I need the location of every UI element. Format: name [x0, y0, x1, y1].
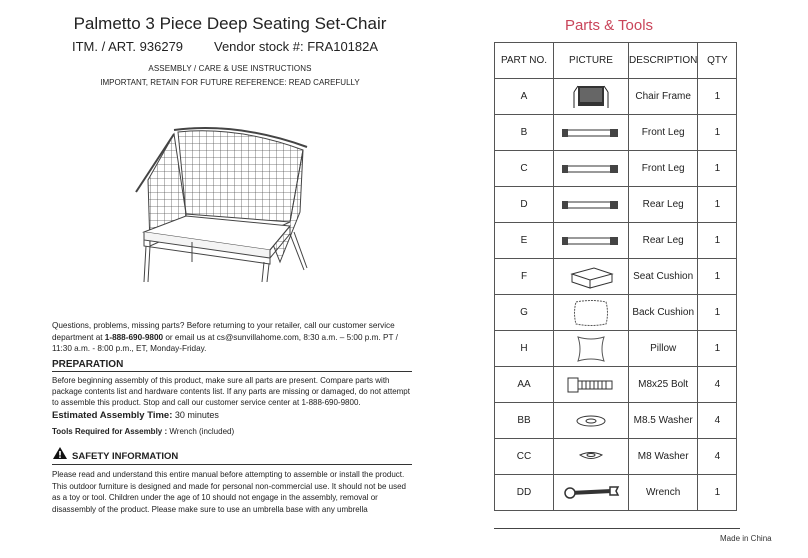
part-no: BB [495, 403, 554, 439]
leg-icon [554, 115, 629, 151]
made-in-label: Made in China [720, 534, 772, 543]
description: Chair Frame [629, 79, 698, 115]
assembly-time-label: Estimated Assembly Time: [52, 410, 173, 421]
item-number: ITM. / ART. 936279 [72, 39, 184, 54]
qty: 4 [698, 403, 737, 439]
page-title: Palmetto 3 Piece Deep Seating Set-Chair [73, 14, 387, 33]
description: Rear Leg [629, 187, 698, 223]
preparation-text: Before beginning assembly of this product, make sure all parts are present. Compare parts with package contents list and hardware contents list. If any parts are missing or damaged, do not attempt to assemble this product. Stop and call our customer service center at 1-888-690-9800. [52, 376, 410, 407]
qty: 1 [698, 475, 737, 511]
part-no: E [495, 223, 554, 259]
description: Pillow [629, 331, 698, 367]
description: Rear Leg [629, 223, 698, 259]
description: Back Cushion [629, 295, 698, 331]
description: Wrench [629, 475, 698, 511]
footer-divider [494, 528, 740, 529]
back-cushion-icon [554, 295, 629, 331]
part-no: H [495, 331, 554, 367]
leg-icon [554, 223, 629, 259]
qty: 1 [698, 223, 737, 259]
table-row [495, 79, 737, 115]
part-no: B [495, 115, 554, 151]
contact-text-2: or email us at cs@sunvillahome.com, 8:30 a.m. – 5:00 p.m. PT / 11:30 a.m. - 8:00 p.m., ET, Monday-Friday. [52, 332, 398, 354]
contact-info [52, 320, 412, 355]
description: M8x25 Bolt [629, 367, 698, 403]
parts-table [494, 42, 737, 511]
parts-title: Parts & Tools [564, 17, 654, 34]
qty: 1 [698, 259, 737, 295]
leg-icon [554, 187, 629, 223]
preparation-heading: PREPARATION [52, 359, 124, 370]
description: Front Leg [629, 115, 698, 151]
table-row [495, 151, 737, 187]
contact-text-1: Questions, problems, missing parts? Before returning to your retailer, call our customer service department at [52, 321, 395, 342]
table-row [495, 115, 737, 151]
contact-phone: 1-888-690-9800 [104, 332, 164, 342]
qty: 1 [698, 151, 737, 187]
qty: 4 [698, 367, 737, 403]
column-header-part-no: PART NO. [495, 43, 554, 79]
qty: 1 [698, 115, 737, 151]
leg-icon [554, 151, 629, 187]
washer-icon [554, 439, 629, 475]
table-row [495, 403, 737, 439]
safety-text: Please read and understand this entire manual before attempting to assemble or install the product. This outdoor furniture is designed and made for personal non-commercial use. It should not be used as a toy or tool. Children under the age of 10 should not engage in the assembly, removal or disassembly of the product. Please make sure to use an umbrella base with any umbrella [52, 470, 406, 514]
safety-heading: SAFETY INFORMATION [72, 451, 179, 462]
assembly-subtitle: ASSEMBLY / CARE & USE INSTRUCTIONS [148, 64, 312, 73]
wrench-icon [554, 475, 629, 511]
tools-required [52, 427, 234, 436]
table-row [495, 187, 737, 223]
tools-required-value: Wrench (included) [169, 427, 235, 436]
assembly-time-value: 30 minutes [174, 410, 219, 420]
qty: 1 [698, 187, 737, 223]
column-header-picture: PICTURE [554, 43, 629, 79]
part-no: F [495, 259, 554, 295]
table-row [495, 367, 737, 403]
part-no: DD [495, 475, 554, 511]
table-row [495, 475, 737, 511]
description: M8 Washer [629, 439, 698, 475]
tools-required-label: Tools Required for Assembly : [52, 427, 168, 436]
table-row [495, 223, 737, 259]
seat-cushion-icon [554, 259, 629, 295]
preparation-divider [52, 371, 412, 372]
washer-icon [554, 403, 629, 439]
warning-icon [52, 446, 68, 460]
vendor-stock: Vendor stock #: FRA10182A [214, 39, 379, 54]
part-no: G [495, 295, 554, 331]
part-no: D [495, 187, 554, 223]
qty: 1 [698, 331, 737, 367]
table-row [495, 331, 737, 367]
description: Front Leg [629, 151, 698, 187]
qty: 1 [698, 295, 737, 331]
assembly-time [52, 410, 219, 421]
table-row [495, 439, 737, 475]
part-no: CC [495, 439, 554, 475]
part-no: AA [495, 367, 554, 403]
part-no: C [495, 151, 554, 187]
column-header-qty: QTY [698, 43, 737, 79]
description: Seat Cushion [629, 259, 698, 295]
table-row [495, 259, 737, 295]
table-row [495, 295, 737, 331]
chair-illustration [108, 122, 328, 282]
description: M8.5 Washer [629, 403, 698, 439]
column-header-description: DESCRIPTION [629, 43, 698, 79]
part-no: A [495, 79, 554, 115]
important-notice: IMPORTANT, RETAIN FOR FUTURE REFERENCE: READ CAREFULLY [100, 78, 360, 87]
safety-divider [52, 464, 412, 465]
qty: 4 [698, 439, 737, 475]
bolt-icon [554, 367, 629, 403]
pillow-icon [554, 331, 629, 367]
qty: 1 [698, 79, 737, 115]
chair-frame-icon [554, 79, 629, 115]
table-header [495, 43, 737, 79]
